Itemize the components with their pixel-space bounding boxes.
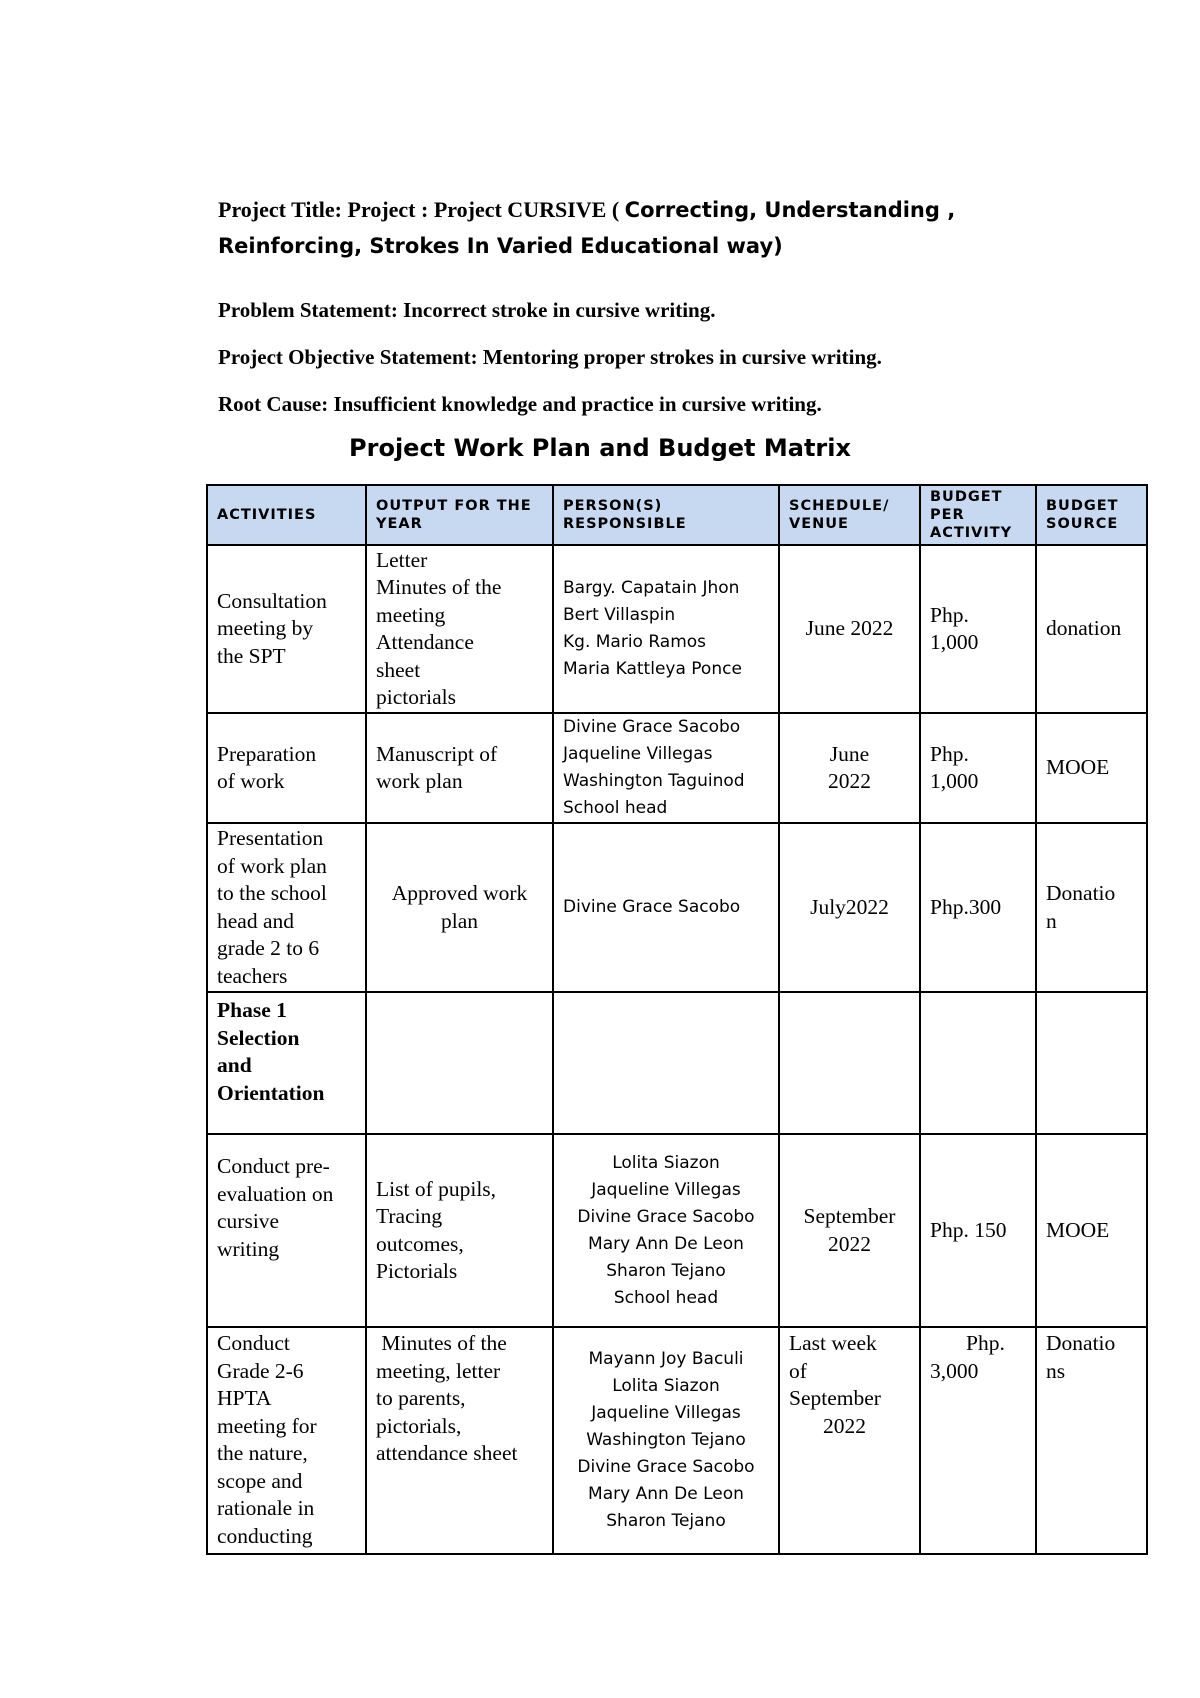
cell-empty xyxy=(779,992,920,1134)
cell-empty xyxy=(920,992,1036,1134)
cell-schedule: June 2022 xyxy=(779,713,920,823)
problem-statement: Problem Statement: Incorrect stroke in cursive writing. xyxy=(218,298,716,322)
project-title-line-1 xyxy=(218,192,1118,228)
cell-output: Minutes of the meeting, letter to parents, pictorials, attendance sheet xyxy=(366,1327,553,1554)
project-title-acronym-part-2: Reinforcing, Strokes In Varied Educational way) xyxy=(218,234,783,258)
cell-output: List of pupils, Tracing outcomes, Pictorials xyxy=(366,1134,553,1327)
project-title-line-2 xyxy=(218,228,1118,264)
cell-schedule: Last week of September 2022 xyxy=(779,1327,920,1554)
cell-budget: Php. 1,000 xyxy=(920,545,1036,713)
table-row xyxy=(207,713,1147,823)
table-header-row xyxy=(207,485,1147,545)
header-schedule: SCHEDULE/ VENUE xyxy=(779,485,920,545)
cell-persons: Divine Grace Sacobo xyxy=(553,823,779,992)
cell-output: Letter Minutes of the meeting Attendance sheet pictorials xyxy=(366,545,553,713)
header-budget: BUDGET PER ACTIVITY xyxy=(920,485,1036,545)
cell-source: Donatio ns xyxy=(1036,1327,1147,1554)
cell-persons: Lolita Siazon Jaqueline Villegas Divine Grace Sacobo Mary Ann De Leon Sharon Tejano School head xyxy=(553,1134,779,1327)
cell-source: Donatio n xyxy=(1036,823,1147,992)
root-cause: Root Cause: Insufficient knowledge and practice in cursive writing. xyxy=(218,392,822,416)
project-title-prefix: Project Title: Project : Project CURSIVE ( xyxy=(218,197,625,222)
matrix-title: Project Work Plan and Budget Matrix xyxy=(349,434,851,462)
table-row xyxy=(207,823,1147,992)
header-persons: PERSON(S) RESPONSIBLE xyxy=(553,485,779,545)
cell-activity: Presentation of work plan to the school head and grade 2 to 6 teachers xyxy=(207,823,366,992)
table-row xyxy=(207,1134,1147,1327)
cell-empty xyxy=(1036,992,1147,1134)
cell-activity: Preparation of work xyxy=(207,713,366,823)
cell-source: donation xyxy=(1036,545,1147,713)
header-output: OUTPUT FOR THE YEAR xyxy=(366,485,553,545)
cell-persons: Divine Grace Sacobo Jaqueline Villegas Washington Taguinod School head xyxy=(553,713,779,823)
cell-budget: Php. 3,000 xyxy=(920,1327,1036,1554)
cell-activity: Consultation meeting by the SPT xyxy=(207,545,366,713)
cell-budget: Php. 1,000 xyxy=(920,713,1036,823)
cell-output: Manuscript of work plan xyxy=(366,713,553,823)
cell-schedule: July2022 xyxy=(779,823,920,992)
cell-persons: Bargy. Capatain Jhon Bert Villaspin Kg. Mario Ramos Maria Kattleya Ponce xyxy=(553,545,779,713)
header-source: BUDGET SOURCE xyxy=(1036,485,1147,545)
cell-schedule: June 2022 xyxy=(779,545,920,713)
cell-budget: Php.300 xyxy=(920,823,1036,992)
table-row xyxy=(207,1327,1147,1554)
cell-source: MOOE xyxy=(1036,1134,1147,1327)
cell-persons: Mayann Joy Baculi Lolita Siazon Jaqueline Villegas Washington Tejano Divine Grace Sacobo Mary Ann De Leon Sharon Tejano xyxy=(553,1327,779,1554)
objective-statement: Project Objective Statement: Mentoring proper strokes in cursive writing. xyxy=(218,345,882,369)
cell-schedule: September 2022 xyxy=(779,1134,920,1327)
cell-activity: Conduct pre- evaluation on cursive writing xyxy=(207,1134,366,1327)
cell-activity: Conduct Grade 2-6 HPTA meeting for the nature, scope and rationale in conducting xyxy=(207,1327,366,1554)
project-title xyxy=(218,192,1118,264)
project-title-acronym-part-1: Correcting, Understanding , xyxy=(624,198,956,222)
table-row-phase xyxy=(207,992,1147,1134)
cell-output: Approved work plan xyxy=(366,823,553,992)
header-activities: ACTIVITIES xyxy=(207,485,366,545)
cell-phase-heading: Phase 1 Selection and Orientation xyxy=(207,992,366,1134)
cell-empty xyxy=(366,992,553,1134)
cell-budget: Php. 150 xyxy=(920,1134,1036,1327)
cell-empty xyxy=(553,992,779,1134)
work-plan-budget-matrix xyxy=(206,484,1148,1555)
cell-source: MOOE xyxy=(1036,713,1147,823)
table-row xyxy=(207,545,1147,713)
